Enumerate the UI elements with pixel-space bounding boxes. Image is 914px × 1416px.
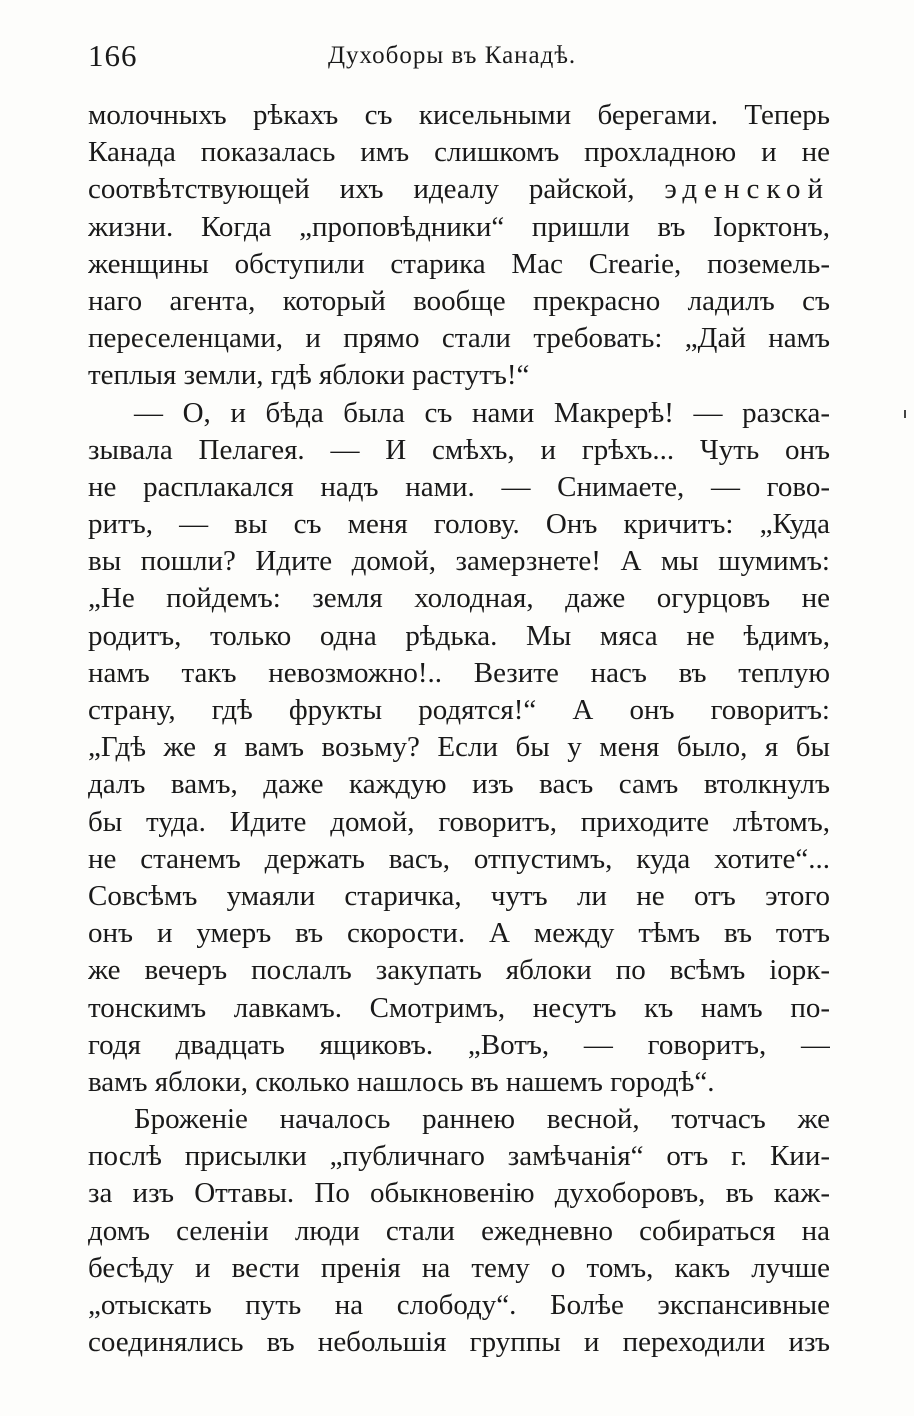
text-line: домъ селеніи люди стали ежедневно собираться на [88,1214,830,1247]
text-line: — О, и бѣда была съ нами Макрерѣ! — разска- [134,396,830,429]
text-line: далъ вамъ, даже каждую изъ васъ самъ втолкнулъ [88,768,830,801]
spaced-emphasis-word: эденской [664,173,830,206]
text-line [88,171,830,208]
text-line: вы пошли? Идите домой, замерзнете! А мы шумимъ: [88,545,830,578]
text-line: вамъ яблоки, сколько нашлось въ нашемъ городѣ“. [88,1065,715,1098]
text-line: страну, гдѣ фрукты родятся!“ А онъ говоритъ: [88,694,830,726]
text-line: намъ такъ невозможно!.. Везите насъ въ теплую [88,656,830,689]
text-line: Канада показалась имъ слишкомъ прохладною и не [88,136,830,169]
text-line: женщины обступили старика Mac Crearie, поземель- [88,247,830,280]
text-line: послѣ присылки „публичнаго замѣчанія“ отъ г. Кии- [88,1140,830,1173]
margin-mark [904,410,906,418]
text-line: Броженіе началось раннею весной, тотчасъ же [134,1103,830,1136]
text-line: ритъ, — вы съ меня голову. Онъ кричитъ: „Куда [88,508,830,541]
text-line: наго агента, который вообще прекрасно ладилъ съ [88,284,830,317]
text-line: переселенцами, и прямо стали требовать: „Дай намъ [88,322,830,355]
text-line: за изъ Оттавы. По обыкновенію духоборовъ, въ каж- [88,1177,830,1210]
text-line: годя двадцать ящиковъ. „Вотъ, — говоритъ, — [88,1028,830,1061]
text-line: зывала Пелагея. — И смѣхъ, и грѣхъ... Чуть онъ [88,433,830,466]
body-text [88,97,830,1361]
text-line: не расплакался надъ нами. — Снимаете, — гово- [88,470,830,503]
text-line: молочныхъ рѣкахъ съ кисельными берегами. Теперь [88,99,830,131]
paragraph-3 [88,1101,830,1361]
text-line: Совсѣмъ умаяли старичка, чутъ ли не отъ этого [88,879,830,912]
text-line: „Не пойдемъ: земля холодная, даже огурцовъ не [88,582,830,615]
paragraph-1 [88,97,830,395]
text-line: теплыя земли, гдѣ яблоки растутъ!“ [88,359,530,392]
running-title: Духоборы въ Канадѣ. [328,42,577,69]
text-line: „отыскать путь на слободу“. Болѣе экспансивные [88,1289,830,1321]
text-line: жизни. Когда „проповѣдники“ пришли въ Іорктонъ, [88,210,830,243]
running-head [88,38,828,78]
text-line: же вечеръ послалъ закупать яблоки по всѣмъ іорк- [88,954,830,987]
page-number: 166 [88,38,138,73]
text-line-segment: соотвѣтствующей ихъ идеалу райской, [88,173,635,206]
text-line: онъ и умеръ въ скорости. А между тѣмъ въ тотъ [88,917,830,950]
text-line: соединялись въ небольшія группы и переходили изъ [88,1326,830,1359]
text-line: „Гдѣ же я вамъ возьму? Если бы у меня было, я бы [88,731,830,764]
text-line: бесѣду и вести пренія на тему о томъ, какъ лучше [88,1251,830,1284]
paragraph-2 [88,395,830,1102]
text-line: не станемъ держать васъ, отпустимъ, куда хотите“... [88,842,830,875]
text-line: родитъ, только одна рѣдька. Мы мяса не ѣдимъ, [88,619,830,652]
text-line: бы туда. Идите домой, говоритъ, приходите лѣтомъ, [88,805,830,838]
text-line: тонскимъ лавкамъ. Смотримъ, несутъ къ намъ по- [88,991,830,1024]
